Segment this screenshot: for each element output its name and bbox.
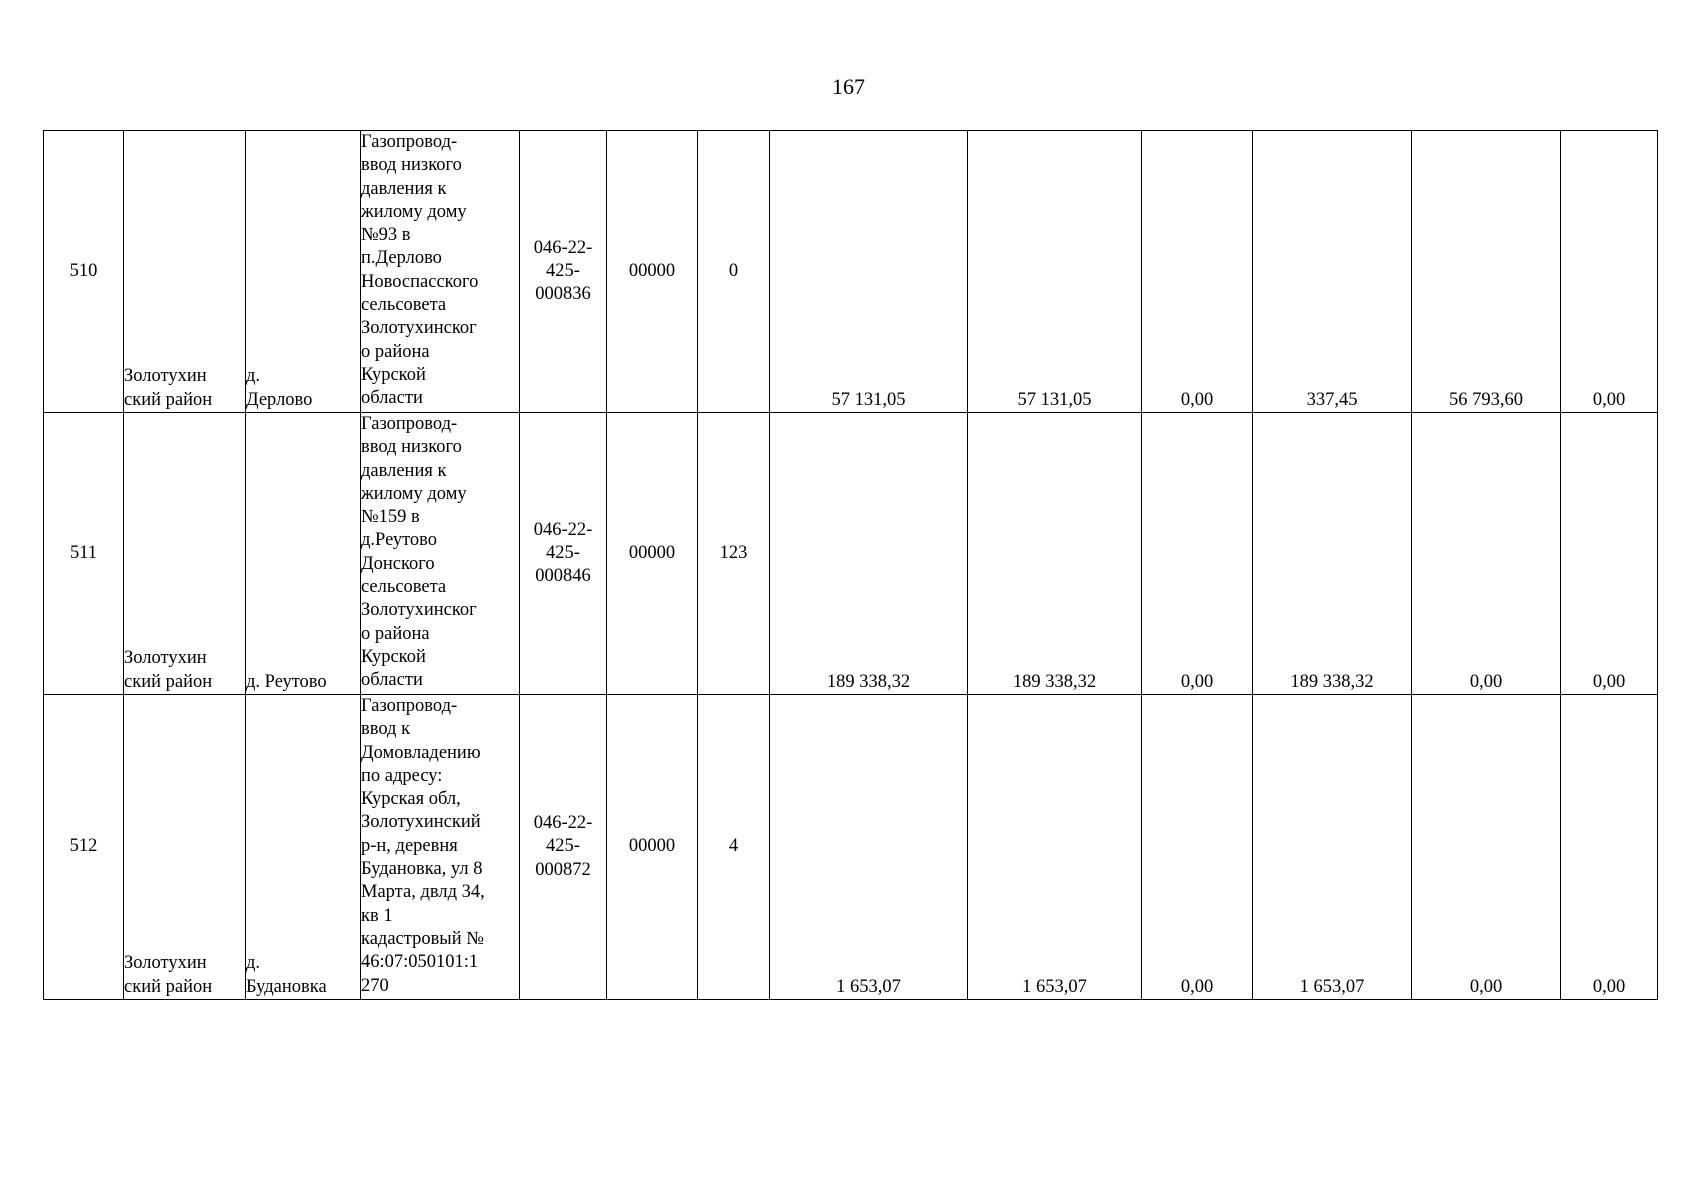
- amount-5-cell: [1412, 695, 1561, 1000]
- amount-3: 0,00: [1180, 671, 1214, 692]
- cadastral-code: 046-22- 425- 000836: [533, 237, 593, 305]
- quantity: 123: [719, 542, 748, 563]
- amount-4-cell: [1253, 695, 1412, 1000]
- row-number: 510: [69, 260, 98, 281]
- amount-3-cell: [1142, 131, 1253, 413]
- quantity-cell: [698, 695, 770, 1000]
- amount-1-cell: [770, 413, 968, 695]
- amount-2-cell: [968, 695, 1142, 1000]
- amount-2: 189 338,32: [1012, 671, 1097, 692]
- zeros-code-cell: [607, 695, 698, 1000]
- amount-1-cell: [770, 131, 968, 413]
- zeros-code: 00000: [628, 260, 676, 281]
- amount-3: 0,00: [1180, 976, 1214, 997]
- district: Золотухин ский район: [124, 953, 213, 997]
- district-cell: [124, 131, 246, 413]
- row-number-cell: [44, 695, 124, 1000]
- amount-1: 57 131,05: [831, 389, 906, 410]
- object-description: Газопровод- ввод низкого давления к жилому дому №93 в п.Дерлово Новоспасского сельсовета Золотухинског о района Курской области: [361, 132, 479, 409]
- cadastral-code-cell: [520, 695, 607, 1000]
- amount-6-cell: [1561, 695, 1658, 1000]
- cadastral-code: 046-22- 425- 000872: [533, 813, 593, 880]
- locality-cell: [246, 413, 361, 695]
- amount-2-cell: [968, 131, 1142, 413]
- locality: д. Будановка: [246, 953, 327, 997]
- locality: д. Дерлово: [246, 366, 313, 410]
- cadastral-code-cell: [520, 131, 607, 413]
- district: Золотухин ский район: [124, 366, 213, 410]
- cadastral-code: 046-22- 425- 000846: [533, 519, 593, 587]
- locality-cell: [246, 131, 361, 413]
- row-number: 511: [69, 542, 98, 563]
- amount-1-cell: [770, 695, 968, 1000]
- amount-6: 0,00: [1592, 389, 1626, 410]
- district: Золотухин ский район: [124, 648, 213, 692]
- amount-2: 57 131,05: [1017, 389, 1092, 410]
- table-row: [44, 695, 1658, 1000]
- amount-4-cell: [1253, 413, 1412, 695]
- quantity-cell: [698, 131, 770, 413]
- amount-4: 189 338,32: [1290, 671, 1374, 692]
- amount-1: 1 653,07: [836, 976, 901, 997]
- amount-3-cell: [1142, 695, 1253, 1000]
- locality-cell: [246, 695, 361, 1000]
- amount-6-cell: [1561, 131, 1658, 413]
- amount-4-cell: [1253, 131, 1412, 413]
- amount-5-cell: [1412, 131, 1561, 413]
- object-description: Газопровод- ввод к Домовладению по адресу: Курская обл, Золотухинский р-н, деревня Будановка, ул 8 Марта, двлд 34, кв 1 кадастровый № 46:07:050101:1 270: [361, 696, 485, 996]
- zeros-code-cell: [607, 131, 698, 413]
- amount-3-cell: [1142, 413, 1253, 695]
- row-number: 512: [69, 836, 98, 857]
- amount-4: 1 653,07: [1299, 976, 1365, 997]
- description-cell: [361, 131, 520, 413]
- locality: д. Реутово: [246, 671, 327, 692]
- amount-3: 0,00: [1180, 389, 1214, 410]
- quantity: 4: [728, 836, 739, 857]
- amount-5-cell: [1412, 413, 1561, 695]
- zeros-code-cell: [607, 413, 698, 695]
- amount-4: 337,45: [1306, 389, 1358, 410]
- table-row: [44, 413, 1658, 695]
- amount-6: 0,00: [1592, 976, 1626, 997]
- amount-1: 189 338,32: [826, 671, 911, 692]
- description-cell: [361, 413, 520, 695]
- amount-2-cell: [968, 413, 1142, 695]
- amount-6: 0,00: [1592, 671, 1626, 692]
- amount-5: 0,00: [1469, 976, 1503, 997]
- district-cell: [124, 695, 246, 1000]
- row-number-cell: [44, 413, 124, 695]
- description-cell: [361, 695, 520, 1000]
- zeros-code: 00000: [628, 836, 676, 857]
- amount-5: 0,00: [1469, 671, 1503, 692]
- object-description: Газопровод- ввод низкого давления к жилому дому №159 в д.Реутово Донского сельсовета Золотухинског о района Курской области: [361, 414, 477, 691]
- quantity: 0: [728, 260, 739, 281]
- row-number-cell: [44, 131, 124, 413]
- amount-5: 56 793,60: [1449, 389, 1523, 410]
- amount-2: 1 653,07: [1022, 976, 1087, 997]
- cadastral-code-cell: [520, 413, 607, 695]
- table-row: [44, 131, 1658, 413]
- amount-6-cell: [1561, 413, 1658, 695]
- quantity-cell: [698, 413, 770, 695]
- zeros-code: 00000: [628, 542, 676, 563]
- registry-table: [43, 130, 1658, 1000]
- page-number: 167: [832, 74, 865, 99]
- district-cell: [124, 413, 246, 695]
